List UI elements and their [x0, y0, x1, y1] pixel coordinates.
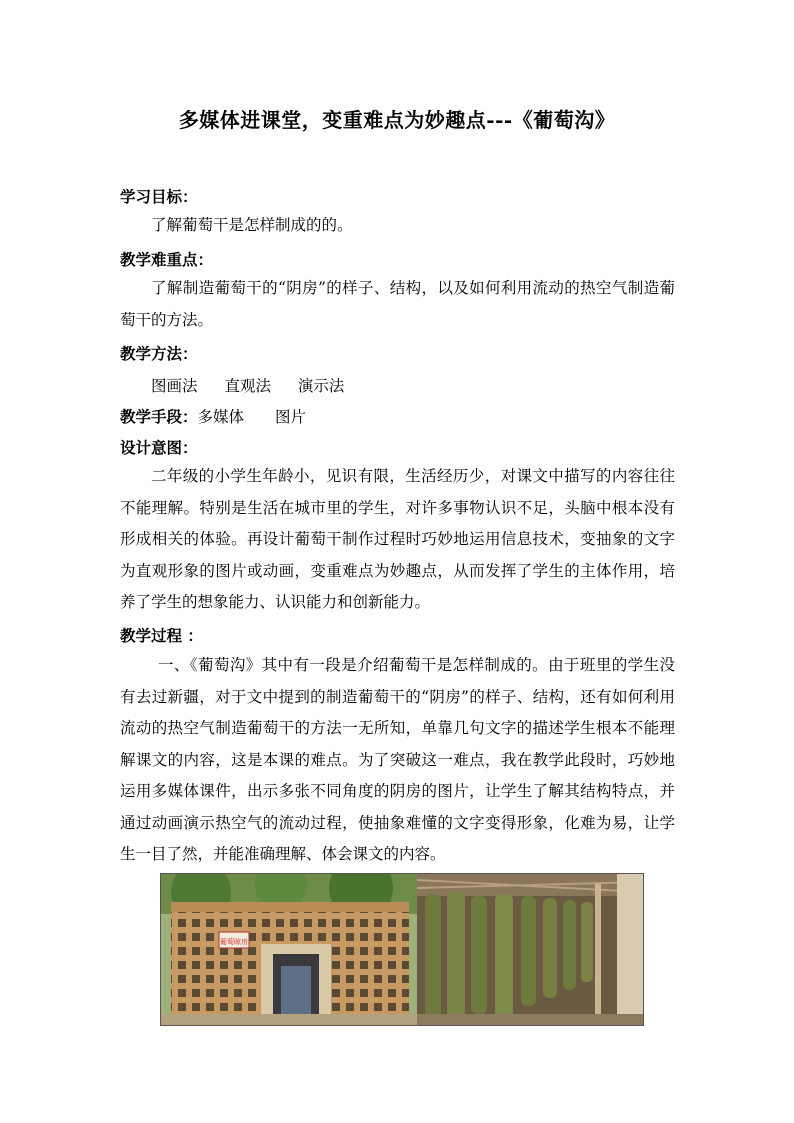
means-line — [120, 405, 306, 427]
goal-text: 了解葡萄干是怎样制成的的。 — [151, 216, 353, 234]
process-text: 一、《葡萄沟》其中有一段是介绍葡萄干是怎样制成的。由于班里的学生没有去过新疆，对于文中提到的制造葡萄干的“阴房”的样子、结构，还有如何利用流动的热空气制造葡萄干的方法一无所知，单靠几句文字的描述学生根本不能理解课文的内容，这是本课的难点。为了突破这一难点，我在教学此段时，巧妙地运用多媒体课件，出示多张不同角度的阴房的图片，让学生了解其结构特点，并通过动画演示热空气的流动过程，使抽象难懂的文字变得形象，化难为易，让学生一目了然，并能准确理解、体会课文的内容。 — [120, 656, 675, 863]
method-item: 图画法 — [151, 377, 198, 395]
drying-house-interior-image — [417, 874, 643, 1025]
method-item: 直观法 — [224, 377, 271, 395]
sign-text: 葡萄晾房 — [220, 938, 248, 946]
drying-house-photo — [160, 873, 644, 1026]
document-title: 多媒体进课堂，变重难点为妙趣点---《葡萄沟》 — [178, 108, 616, 132]
key-points-text: 了解制造葡萄干的“阴房”的样子、结构，以及如何利用流动的热空气制造葡萄干的方法。 — [120, 279, 675, 329]
methods-list — [151, 374, 366, 396]
means-item: 多媒体 — [197, 408, 245, 426]
drying-house-exterior-image — [161, 874, 417, 1025]
process-heading: 教学过程 ： — [120, 626, 203, 645]
methods-heading: 教学方法： — [120, 344, 198, 363]
method-item: 演示法 — [297, 377, 345, 395]
means-item: 图片 — [275, 408, 307, 426]
goal-heading: 学习目标： — [120, 187, 198, 206]
means-heading: 教学手段： — [120, 407, 198, 426]
key-points-heading: 教学难重点： — [120, 250, 214, 269]
intent-text: 二年级的小学生年龄小，见识有限，生活经历少，对课文中描写的内容往往不能理解。特别是生活在城市里的学生，对许多事物认识不足，头脑中根本没有形成相关的体验。再设计葡萄干制作过程时巧妙地运用信息技术，变抽象的文字为直观形象的图片或动画，变重难点为妙趣点，从而发挥了学生的主体作用，培养了学生的想象能力、认识能力和创新能力。 — [120, 467, 675, 611]
intent-heading: 设计意图： — [120, 438, 198, 457]
